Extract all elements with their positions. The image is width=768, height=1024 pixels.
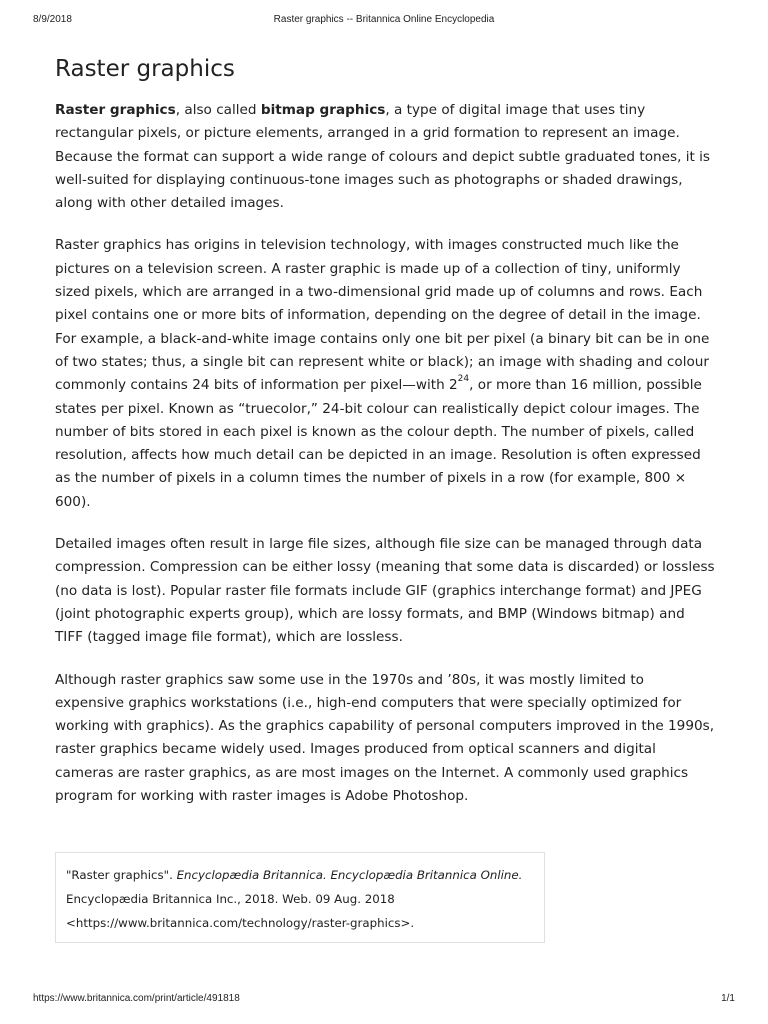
- paragraph-file-formats: Detailed images often result in large file sizes, although file size can be managed through data compression. Compression can be either lossy (meaning that some data is discarded) or lossless (no data is lost). Popular raster file formats include GIF (graphics interchange format) and JPEG (joint photographic experts group), which are lossy formats, and BMP (Windows bitmap) and TIFF (tagged image file format), which are lossless.: [55, 536, 715, 646]
- citation-title: "Raster graphics".: [66, 868, 177, 882]
- print-header: [0, 14, 768, 28]
- print-date: 8/9/2018: [33, 14, 72, 25]
- paragraph-origins-text-2: , or more than 16 million, possible states per pixel. Known as “truecolor,” 24-bit colour can realistically depict colour images. The number of bits stored in each pixel is known as the colour depth. The number of pixels, called resolution, affects how much detail can be depicted in an image. Resolution is often expressed as the number of pixels in a column times the number of pixels in a row (for example, 800 × 600).: [55, 377, 702, 510]
- print-page-title: Raster graphics -- Britannica Online Encyclopedia: [273, 14, 495, 25]
- paragraph-intro: [55, 99, 715, 215]
- paragraph-origins: [55, 234, 715, 514]
- citation-source: Encyclopædia Britannica. Encyclopædia Britannica Online.: [176, 868, 523, 882]
- citation-url: <https://www.britannica.com/technology/raster-graphics>.: [66, 916, 415, 930]
- exponent: 24: [457, 374, 470, 385]
- paragraph-history: Although raster graphics saw some use in the 1970s and ’80s, it was mostly limited to expensive graphics workstations (i.e., high-end computers that were specially optimized for working with graphics). As the graphics capability of personal computers improved in the 1990s, raster graphics became widely used. Images produced from optical scanners and digital cameras are raster graphics, as are most images on the Internet. A commonly used graphics program for working with raster images is Adobe Photoshop.: [55, 671, 715, 805]
- term-raster-graphics: Raster graphics: [55, 102, 176, 118]
- article: [55, 52, 715, 808]
- paragraph-intro-text-2: , a type of digital image that uses tiny rectangular pixels, or picture elements, arranged in a grid formation to represent an image. Because the format can support a wide range of colours and depict subtle graduated tones, it is well-suited for displaying continuous-tone images such as photographs or shaded drawings, along with other detailed images.: [55, 102, 710, 212]
- print-url: https://www.britannica.com/print/article/491818: [33, 993, 240, 1004]
- citation-line-1: [66, 863, 532, 887]
- term-bitmap-graphics: bitmap graphics: [260, 102, 386, 118]
- paragraph-intro-text-1: , also called: [175, 102, 261, 118]
- citation-line-2: Encyclopædia Britannica Inc., 2018. Web. 09 Aug. 2018: [66, 892, 395, 906]
- citation-box: [55, 852, 545, 943]
- page-number: 1/1: [721, 993, 735, 1004]
- article-title: Raster graphics: [55, 56, 235, 82]
- paragraph-origins-text-1: Raster graphics has origins in television technology, with images constructed much like the pictures on a television screen. A raster graphic is made up of a collection of tiny, uniformly sized pixels, which are arranged in a two-dimensional grid made up of columns and rows. Each pixel contains one or more bits of information, depending on the degree of detail in the image. For example, a black-and-white image contains only one bit per pixel (a binary bit can be in one of two states; thus, a single bit can represent white or black); an image with shading and colour commonly contains 24 bits of information per pixel—with 2: [55, 237, 710, 394]
- print-footer: [0, 993, 768, 1007]
